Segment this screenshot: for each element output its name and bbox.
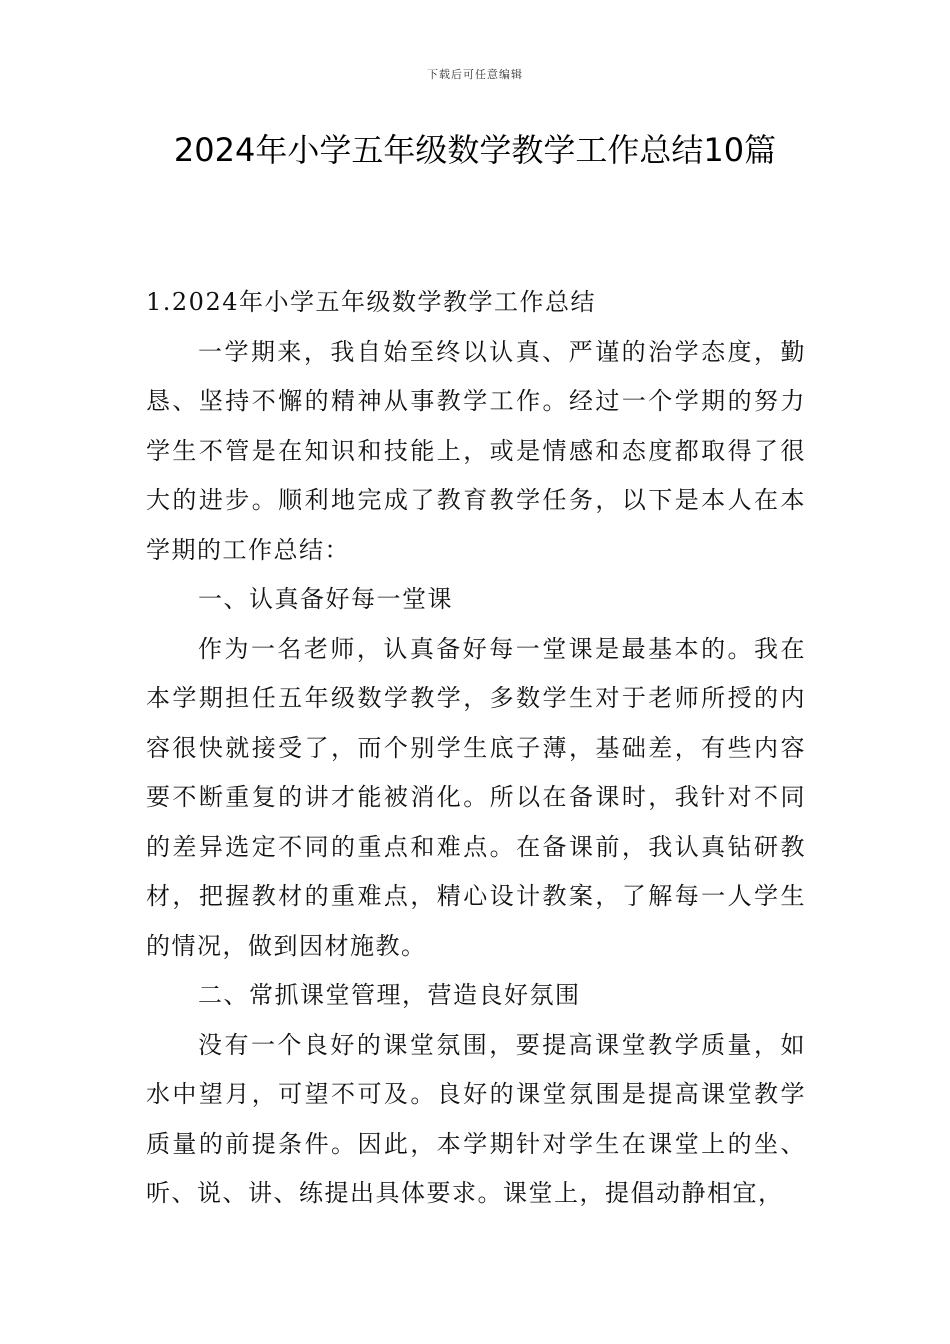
document-body xyxy=(146,278,806,1219)
paragraph-prepare-lessons: 作为一名老师，认真备好每一堂课是最基本的。我在本学期担任五年级数学教学，多数学生对于老师所授的内容很快就接受了，而个别学生底子薄，基础差，有些内容要不断重复的讲才能被消化。所以在备课时，我针对不同的差异选定不同的重点和难点。在备课前，我认真钻研教材，把握教材的重难点，精心设计教案，了解每一人学生的情况，做到因材施教。 xyxy=(146,634,806,960)
section-heading: 1.2024年小学五年级数学教学工作总结 xyxy=(146,288,596,316)
subheading-classroom-management: 二、常抓课堂管理，营造良好氛围 xyxy=(198,981,581,1009)
document-title: 2024年小学五年级数学教学工作总结10篇 xyxy=(173,131,777,169)
paragraph-intro: 一学期来，我自始至终以认真、严谨的治学态度，勤恳、坚持不懈的精神从事教学工作。经过一个学期的努力学生不管是在知识和技能上，或是情感和态度都取得了很大的进步。顺利地完成了教育教学任务，以下是本人在本学期的工作总结： xyxy=(146,337,806,564)
paragraph-classroom-management: 没有一个良好的课堂氛围，要提高课堂教学质量，如水中望月，可望不可及。良好的课堂氛围是提高课堂教学质量的前提条件。因此，本学期针对学生在课堂上的坐、听、说、讲、练提出具体要求。课堂上，提倡动静相宜， xyxy=(146,1030,806,1207)
header-note: 下载后可任意编辑 xyxy=(427,68,523,81)
subheading-prepare-lessons: 一、认真备好每一堂课 xyxy=(198,585,453,613)
